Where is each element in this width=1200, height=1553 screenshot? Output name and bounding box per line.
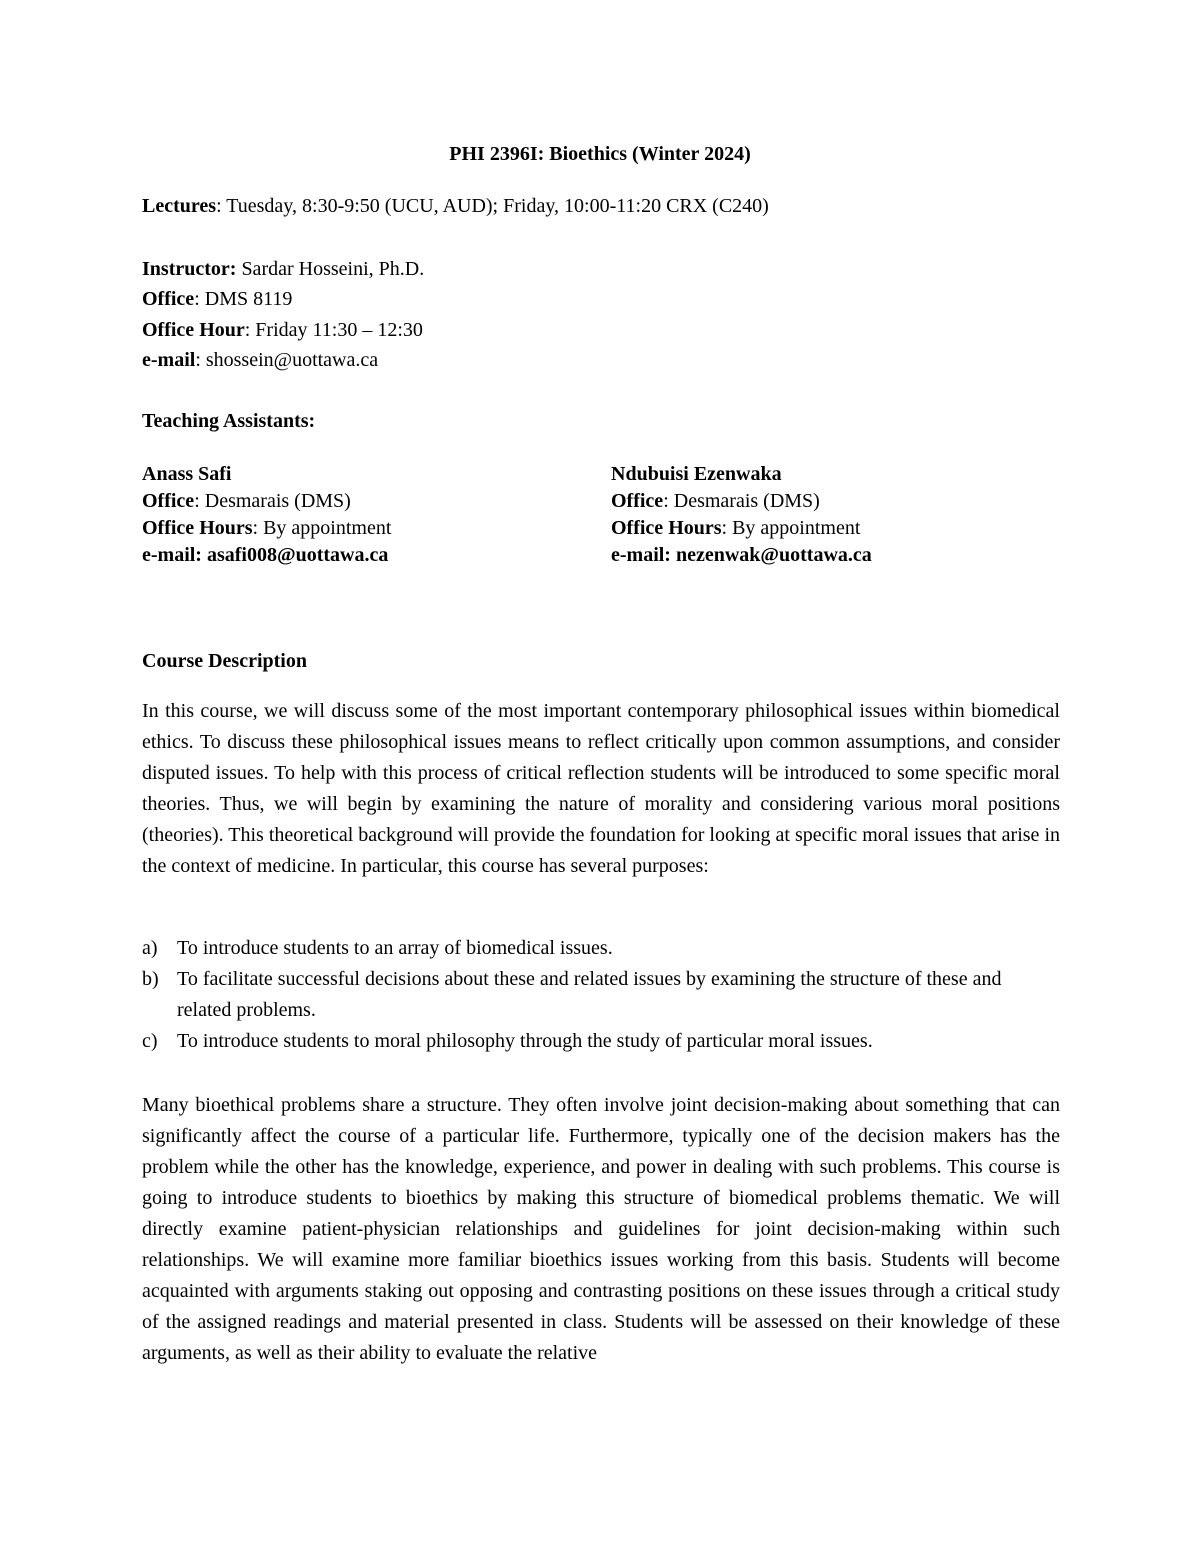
list-item-text: To introduce students to an array of biomedical issues.	[177, 937, 613, 959]
instructor-label: Instructor:	[142, 258, 237, 280]
course-description-paragraph: In this course, we will discuss some of the most important contemporary philosophical issues within biomedical ethics. To discuss these philosophical issues means to reflect critically upon common assumptions, and consider disputed issues. To help with this process of critical reflection students will be introduced to some specific moral theories. Thus, we will begin by examining the nature of morality and considering various moral positions (theories). This theoretical background will provide the foundation for looking at specific moral issues that arise in the context of medicine. In particular, this course has several purposes:	[142, 700, 1060, 877]
ta-hours-value: : By appointment	[252, 517, 392, 539]
list-item-text: To facilitate successful decisions about these and related issues by examining the structure of these and related problems.	[177, 968, 1002, 1021]
instructor-email-line	[142, 349, 378, 372]
ta-name: Anass Safi	[142, 463, 232, 485]
email-label: e-mail	[142, 349, 196, 371]
ta-hours-label: Office Hours	[611, 517, 722, 539]
ta-office-line	[611, 490, 820, 513]
list-item-text: To introduce students to moral philosophy through the study of particular moral issues.	[177, 1030, 873, 1052]
ta-name: Ndubuisi Ezenwaka	[611, 463, 782, 485]
purposes-list	[142, 933, 1060, 1057]
ta-office-label: Office	[611, 490, 664, 512]
list-item	[142, 933, 1060, 964]
ta-heading: Teaching Assistants:	[142, 410, 316, 432]
ta-hours-line	[611, 517, 860, 540]
office-hour-label: Office Hour	[142, 319, 245, 341]
office-hour-value: : Friday 11:30 – 12:30	[244, 319, 423, 341]
course-description-heading: Course Description	[142, 650, 307, 672]
ta-hours-value: : By appointment	[721, 517, 861, 539]
lectures-label: Lectures	[142, 195, 217, 217]
email-value[interactable]: : shossein@uottawa.ca	[195, 349, 379, 371]
list-marker: a)	[142, 937, 158, 959]
list-item	[142, 1026, 1060, 1057]
ta-hours-label: Office Hours	[142, 517, 253, 539]
ta-email[interactable]: e-mail: nezenwak@uottawa.ca	[611, 544, 872, 566]
ta-office-value: : Desmarais (DMS)	[194, 490, 351, 512]
list-item	[142, 964, 1060, 1026]
office-value: : DMS 8119	[194, 288, 293, 310]
office-label: Office	[142, 288, 195, 310]
lectures-value: : Tuesday, 8:30-9:50 (UCU, AUD); Friday, 10:00-11:20 CRX (C240)	[216, 195, 769, 217]
course-title: PHI 2396I: Bioethics (Winter 2024)	[449, 143, 751, 165]
lectures-line	[142, 195, 769, 218]
ta-email[interactable]: e-mail: asafi008@uottawa.ca	[142, 544, 389, 566]
ta-office-label: Office	[142, 490, 195, 512]
list-marker: c)	[142, 1030, 158, 1052]
instructor-line	[142, 258, 424, 281]
instructor-name: Sardar Hosseini, Ph.D.	[236, 258, 425, 280]
instructor-hour-line	[142, 319, 423, 342]
list-marker: b)	[142, 968, 159, 990]
instructor-office-line	[142, 288, 292, 311]
structure-paragraph: Many bioethical problems share a structure. They often involve joint decision-making about something that can significantly affect the course of a particular life. Furthermore, typically one of the decision makers has the problem while the other has the knowledge, experience, and power in dealing with such problems. This course is going to introduce students to bioethics by making this structure of biomedical problems thematic. We will directly examine patient-physician relationships and guidelines for joint decision-making within such relationships. We will examine more familiar bioethics issues working from this basis. Students will become acquainted with arguments staking out opposing and contrasting positions on these issues through a critical study of the assigned readings and material presented in class. Students will be assessed on their knowledge of these arguments, as well as their ability to evaluate the relative	[142, 1094, 1060, 1364]
ta-hours-line	[142, 517, 391, 540]
ta-office-value: : Desmarais (DMS)	[663, 490, 820, 512]
ta-office-line	[142, 490, 351, 513]
